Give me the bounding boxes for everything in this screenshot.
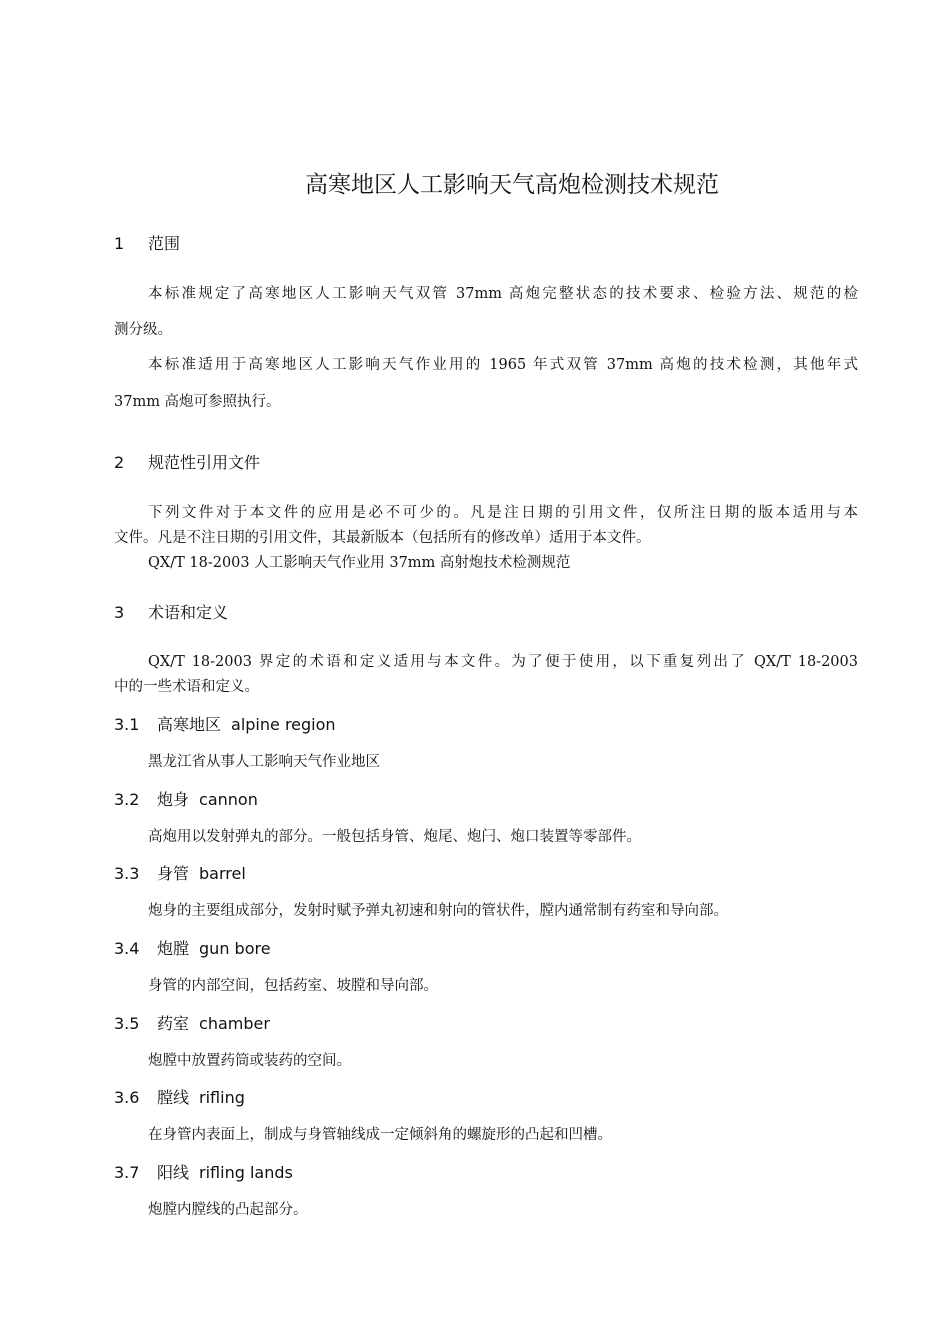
term-english: barrel [199, 864, 246, 883]
term-english: rifling lands [199, 1163, 293, 1182]
section-heading-2 [114, 450, 260, 473]
section-number: 1 [114, 234, 125, 253]
term-definition: 炮膛中放置药筒或装药的空间。 [148, 1053, 351, 1069]
term-definition: 黑龙江省从事人工影响天气作业地区 [148, 754, 380, 770]
term-english: rifling [199, 1088, 245, 1107]
term-number: 3.6 [114, 1088, 140, 1107]
document-title: 高寒地区人工影响天气高炮检测技术规范 [305, 172, 719, 198]
term-heading [114, 936, 271, 959]
term-definition: 在身管内表面上，制成与身管轴线成一定倾斜角的螺旋形的凸起和凹槽。 [148, 1127, 612, 1143]
term-heading [114, 1011, 270, 1034]
paragraph-line: 测分级。 [114, 322, 172, 338]
term-number: 3.5 [114, 1014, 140, 1033]
term-chinese: 身管 [157, 864, 190, 883]
term-heading [114, 712, 336, 735]
term-chinese: 药室 [157, 1014, 190, 1033]
term-english: alpine region [231, 715, 336, 734]
term-heading [114, 787, 258, 810]
term-definition: 高炮用以发射弹丸的部分。一般包括身管、炮尾、炮闩、炮口装置等零部件。 [148, 829, 641, 845]
term-number: 3.7 [114, 1163, 140, 1182]
paragraph-line: 37mm 高炮可参照执行。 [114, 394, 281, 410]
term-number: 3.2 [114, 790, 140, 809]
section-number: 3 [114, 603, 125, 622]
term-chinese: 高寒地区 [157, 715, 222, 734]
section-number: 2 [114, 453, 125, 472]
term-chinese: 炮身 [157, 790, 190, 809]
section-title: 术语和定义 [148, 603, 229, 622]
term-chinese: 膛线 [157, 1088, 190, 1107]
term-heading [114, 1160, 293, 1183]
term-number: 3.4 [114, 939, 140, 958]
term-number: 3.1 [114, 715, 140, 734]
term-definition: 身管的内部空间，包括药室、坡膛和导向部。 [148, 978, 438, 994]
paragraph-line: 本标准适用于高寒地区人工影响天气作业用的 1965 年式双管 37mm 高炮的技术检测，其他年式 [148, 357, 858, 373]
paragraph-line: 文件。凡是不注日期的引用文件，其最新版本（包括所有的修改单）适用于本文件。 [114, 530, 651, 546]
term-definition: 炮身的主要组成部分，发射时赋予弹丸初速和射向的管状件，膛内通常制有药室和导向部。 [148, 903, 728, 919]
term-english: cannon [199, 790, 258, 809]
term-heading [114, 861, 246, 884]
term-chinese: 炮膛 [157, 939, 190, 958]
term-english: gun bore [199, 939, 271, 958]
term-heading [114, 1085, 245, 1108]
paragraph-line: 下列文件对于本文件的应用是必不可少的。凡是注日期的引用文件，仅所注日期的版本适用与本 [148, 505, 858, 521]
term-number: 3.3 [114, 864, 140, 883]
paragraph-line: 中的一些术语和定义。 [114, 679, 259, 695]
reference-item: QX/T 18-2003 人工影响天气作业用 37mm 高射炮技术检测规范 [148, 555, 571, 571]
term-english: chamber [199, 1014, 270, 1033]
section-title: 规范性引用文件 [148, 453, 261, 472]
term-chinese: 阳线 [157, 1163, 190, 1182]
section-heading-1 [114, 231, 180, 254]
section-title: 范围 [148, 234, 181, 253]
paragraph-line: QX/T 18-2003 界定的术语和定义适用与本文件。为了便于使用，以下重复列出了 QX/T 18-2003 [148, 654, 858, 670]
term-definition: 炮膛内膛线的凸起部分。 [148, 1202, 308, 1218]
section-heading-3 [114, 600, 228, 623]
paragraph-line: 本标准规定了高寒地区人工影响天气双管 37mm 高炮完整状态的技术要求、检验方法、规范的检 [148, 286, 858, 302]
